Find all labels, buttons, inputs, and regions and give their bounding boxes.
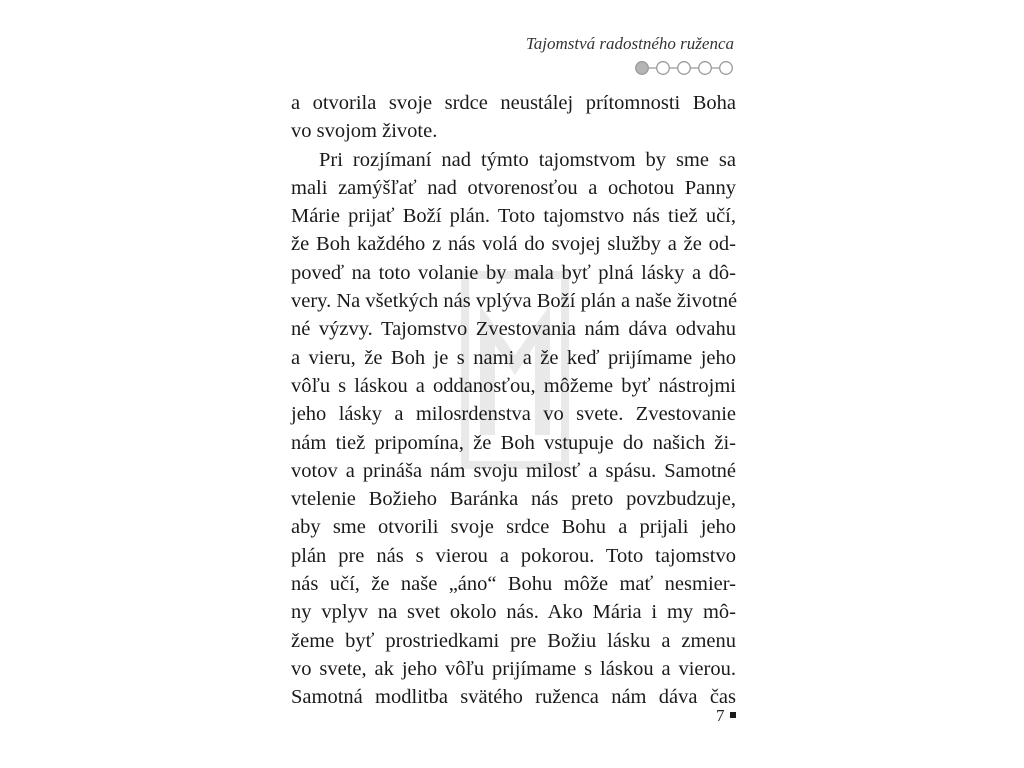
text-line: vôľu s láskou a oddanosťou, môžeme byť nástrojmi — [291, 374, 736, 397]
text-line: mali zamýšľať nad otvorenosťou a ochotou Panny — [291, 176, 736, 199]
text-line: nás učí, že naše „áno“ Bohu môže mať nesmier- — [291, 573, 736, 596]
text-line: vo svete, ak jeho vôľu prijímame s láskou a vierou. — [291, 657, 736, 680]
text-line: poveď na toto volanie by mala byť plná lásky a dô- — [291, 261, 736, 284]
chapter-progress-indicator — [634, 60, 734, 76]
page-number: 7 — [716, 706, 725, 725]
progress-dot-3 — [678, 62, 691, 75]
page-body-text — [291, 89, 736, 712]
text-line: nám tiež pripomína, že Boh vstupuje do našich ži- — [291, 431, 736, 454]
running-header-title: Tajomstvá radostného ruženca — [525, 34, 734, 53]
text-line: né výzvy. Tajomstvo Zvestovania nám dáva odvahu — [291, 318, 736, 341]
text-line: a vieru, že Boh je s nami a že keď prijímame jeho — [291, 346, 736, 369]
progress-dot-2 — [657, 62, 670, 75]
text-line: že Boh každého z nás volá do svojej služby a že od- — [291, 233, 736, 256]
text-line: jeho lásky a milosrdenstva vo svete. Zvestovanie — [291, 403, 736, 426]
text-line: vo svojom živote. — [291, 120, 438, 143]
text-line: Pri rozjímaní nad týmto tajomstvom by sme sa — [319, 148, 736, 171]
text-line: ny vplyv na svet okolo nás. Ako Mária i my mô- — [291, 601, 736, 624]
text-line: a otvorila svoje srdce neustálej prítomnosti Boha — [291, 92, 736, 114]
progress-dot-1 — [636, 62, 649, 75]
text-line: Samotná modlitba svätého ruženca nám dáva čas — [291, 686, 736, 709]
page-number-footer — [716, 706, 736, 726]
text-line: žeme byť prostriedkami pre Božiu lásku a zmenu — [291, 629, 736, 652]
progress-dot-5 — [720, 62, 733, 75]
progress-dot-4 — [699, 62, 712, 75]
text-line: vtelenie Božieho Baránka nás preto povzbudzuje, — [291, 488, 736, 511]
text-line: very. Na všetkých nás vplýva Boží plán a naše životné — [291, 290, 738, 313]
text-line: votov a prináša nám svoju milosť a spásu. Samotné — [291, 459, 736, 482]
square-bullet-icon — [730, 712, 736, 718]
text-line: aby sme otvorili svoje srdce Bohu a prijali jeho — [291, 516, 736, 539]
text-line: plán pre nás s vierou a pokorou. Toto tajomstvo — [291, 544, 736, 567]
text-line: Márie prijať Boží plán. Toto tajomstvo nás tiež učí, — [291, 205, 736, 228]
